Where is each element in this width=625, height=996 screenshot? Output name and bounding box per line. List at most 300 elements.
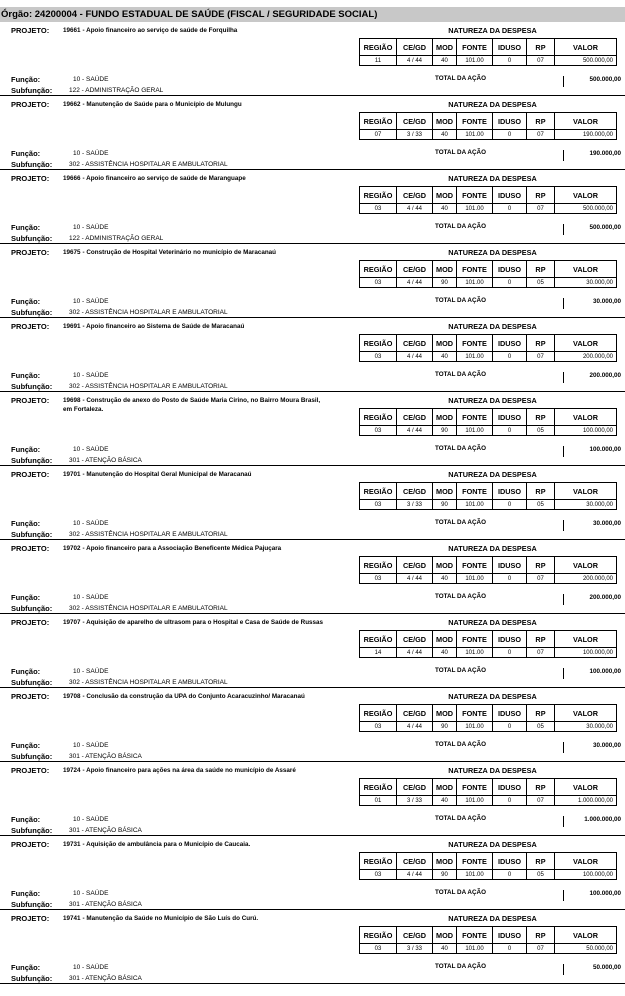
table-row — [360, 426, 617, 436]
cell: 90 — [433, 426, 457, 436]
column-header: CE/GD — [397, 631, 433, 648]
column-header: VALOR — [555, 927, 617, 944]
total-value: 100.000,00 — [563, 446, 625, 457]
project-code: 19698 — [63, 397, 81, 404]
cell: 4 / 44 — [397, 426, 433, 436]
funcao-value: 10 - SAÚDE — [73, 742, 109, 749]
column-header: RP — [527, 39, 555, 56]
column-header: VALOR — [555, 483, 617, 500]
funcao-label: Função: — [11, 445, 41, 454]
column-header: REGIÃO — [360, 113, 397, 130]
cell: 07 — [527, 796, 555, 806]
project-code: 19691 — [63, 323, 81, 330]
total-value: 100.000,00 — [563, 668, 625, 679]
projeto-label: PROJETO: — [11, 766, 50, 775]
subfuncao-value: 302 - ASSISTÊNCIA HOSPITALAR E AMBULATORIAL — [69, 309, 228, 316]
cell: 0 — [493, 130, 527, 140]
project-code: 19741 — [63, 915, 81, 922]
cell: 101.00 — [457, 204, 493, 214]
project-title: 19708 - Conclusão da construção da UPA do Conjunto Acaracuzinho/ Maracanaú — [63, 693, 305, 700]
cell: 3 / 33 — [397, 944, 433, 954]
column-header: MOD — [433, 631, 457, 648]
column-header: CE/GD — [397, 779, 433, 796]
cell: 101.00 — [457, 870, 493, 880]
projeto-label: PROJETO: — [11, 914, 50, 923]
funcao-value: 10 - SAÚDE — [73, 816, 109, 823]
cell: 101.00 — [457, 426, 493, 436]
cell: 4 / 44 — [397, 56, 433, 66]
total-row — [359, 961, 625, 973]
projeto-label: PROJETO: — [11, 100, 50, 109]
column-header: REGIÃO — [360, 853, 397, 870]
funcao-label: Função: — [11, 889, 41, 898]
cell: 100.000,00 — [555, 426, 617, 436]
cell: 101.00 — [457, 722, 493, 732]
total-label: TOTAL DA AÇÃO — [435, 889, 486, 896]
project-block — [0, 614, 625, 688]
project-description: Manutenção de Saúde para o Município de Mulungu — [86, 101, 242, 108]
header-row — [360, 113, 617, 130]
project-code: 19707 — [63, 619, 81, 626]
total-label: TOTAL DA AÇÃO — [435, 815, 486, 822]
column-header: FONTE — [457, 853, 493, 870]
project-block — [0, 22, 625, 96]
funcao-label: Função: — [11, 297, 41, 306]
natureza-heading: NATUREZA DA DESPESA — [448, 174, 537, 183]
column-header: REGIÃO — [360, 557, 397, 574]
column-header: REGIÃO — [360, 39, 397, 56]
funcao-label: Função: — [11, 519, 41, 528]
despesa-table — [359, 926, 617, 954]
total-value: 100.000,00 — [563, 890, 625, 901]
natureza-heading: NATUREZA DA DESPESA — [448, 766, 537, 775]
total-value: 30.000,00 — [563, 742, 625, 753]
header-row — [360, 779, 617, 796]
subfuncao-label: Subfunção: — [11, 826, 53, 835]
total-row — [359, 591, 625, 603]
cell: 101.00 — [457, 500, 493, 510]
project-code: 19731 — [63, 841, 81, 848]
natureza-heading: NATUREZA DA DESPESA — [448, 396, 537, 405]
cell: 4 / 44 — [397, 278, 433, 288]
project-code: 19701 — [63, 471, 81, 478]
cell: 500.000,00 — [555, 204, 617, 214]
natureza-heading: NATUREZA DA DESPESA — [448, 248, 537, 257]
project-block — [0, 540, 625, 614]
header-row — [360, 187, 617, 204]
table-row — [360, 722, 617, 732]
table-row — [360, 796, 617, 806]
cell: 05 — [527, 278, 555, 288]
total-label: TOTAL DA AÇÃO — [435, 297, 486, 304]
cell: 05 — [527, 722, 555, 732]
column-header: FONTE — [457, 261, 493, 278]
column-header: MOD — [433, 335, 457, 352]
total-value: 1.000.000,00 — [563, 816, 625, 827]
cell: 101.00 — [457, 648, 493, 658]
column-header: CE/GD — [397, 483, 433, 500]
total-label: TOTAL DA AÇÃO — [435, 963, 486, 970]
column-header: REGIÃO — [360, 187, 397, 204]
cell: 4 / 44 — [397, 722, 433, 732]
cell: 4 / 44 — [397, 870, 433, 880]
funcao-label: Função: — [11, 371, 41, 380]
projeto-label: PROJETO: — [11, 26, 50, 35]
column-header: RP — [527, 853, 555, 870]
column-header: FONTE — [457, 335, 493, 352]
table-row — [360, 648, 617, 658]
column-header: RP — [527, 187, 555, 204]
project-title: 19741 - Manutenção da Saúde no Município de São Luís do Curú. — [63, 915, 259, 922]
column-header: CE/GD — [397, 113, 433, 130]
cell: 3 / 33 — [397, 796, 433, 806]
project-description: Apoio financeiro ao serviço de saúde de Maranguape — [86, 175, 246, 182]
column-header: IDUSO — [493, 631, 527, 648]
column-header: FONTE — [457, 557, 493, 574]
funcao-value: 10 - SAÚDE — [73, 890, 109, 897]
subfuncao-value: 302 - ASSISTÊNCIA HOSPITALAR E AMBULATORIAL — [69, 383, 228, 390]
total-value: 30.000,00 — [563, 298, 625, 309]
column-header: MOD — [433, 927, 457, 944]
cell: 11 — [360, 56, 397, 66]
column-header: REGIÃO — [360, 705, 397, 722]
project-description: Apoio financeiro ao Sistema de Saúde de Maracanaú — [86, 323, 245, 330]
column-header: VALOR — [555, 39, 617, 56]
subfuncao-value: 301 - ATENÇÃO BÁSICA — [69, 975, 142, 982]
total-value: 200.000,00 — [563, 594, 625, 605]
cell: 0 — [493, 944, 527, 954]
project-description: Aquisição de aparelho de ultrasom para o Hospital e Casa de Saúde de Russas — [86, 619, 324, 626]
cell: 4 / 44 — [397, 574, 433, 584]
column-header: VALOR — [555, 409, 617, 426]
cell: 101.00 — [457, 796, 493, 806]
header-row — [360, 335, 617, 352]
cell: 03 — [360, 870, 397, 880]
despesa-table — [359, 778, 617, 806]
column-header: REGIÃO — [360, 631, 397, 648]
project-block — [0, 836, 625, 910]
project-code: 19666 — [63, 175, 81, 182]
column-header: CE/GD — [397, 927, 433, 944]
funcao-label: Função: — [11, 149, 41, 158]
orgao-header: Órgão: 24200004 - FUNDO ESTADUAL DE SAÚDE (FISCAL / SEGURIDADE SOCIAL) — [0, 7, 625, 22]
project-block — [0, 762, 625, 836]
project-description: Apoio financeiro para a Associação Beneficente Médica Pajuçara — [86, 545, 282, 552]
projeto-label: PROJETO: — [11, 840, 50, 849]
funcao-value: 10 - SAÚDE — [73, 372, 109, 379]
table-row — [360, 56, 617, 66]
column-header: FONTE — [457, 705, 493, 722]
funcao-value: 10 - SAÚDE — [73, 150, 109, 157]
subfuncao-value: 301 - ATENÇÃO BÁSICA — [69, 827, 142, 834]
column-header: VALOR — [555, 853, 617, 870]
column-header: MOD — [433, 779, 457, 796]
cell: 40 — [433, 944, 457, 954]
table-row — [360, 352, 617, 362]
natureza-heading: NATUREZA DA DESPESA — [448, 26, 537, 35]
subfuncao-label: Subfunção: — [11, 456, 53, 465]
total-row — [359, 813, 625, 825]
header-row — [360, 557, 617, 574]
cell: 101.00 — [457, 574, 493, 584]
projeto-label: PROJETO: — [11, 618, 50, 627]
funcao-label: Função: — [11, 741, 41, 750]
column-header: IDUSO — [493, 779, 527, 796]
cell: 0 — [493, 870, 527, 880]
total-label: TOTAL DA AÇÃO — [435, 667, 486, 674]
project-description: Construção de anexo do Posto de Saúde Maria Cirino, no Bairro Moura Brasil, em Fortaleza. — [63, 397, 321, 413]
total-row — [359, 73, 625, 85]
project-description: Apoio financeiro ao serviço de saúde de Forquilha — [86, 27, 238, 34]
cell: 101.00 — [457, 944, 493, 954]
total-label: TOTAL DA AÇÃO — [435, 519, 486, 526]
project-title: 19707 - Aquisição de aparelho de ultrasom para o Hospital e Casa de Saúde de Russas — [63, 619, 324, 626]
project-list — [0, 22, 625, 984]
column-header: MOD — [433, 113, 457, 130]
header-row — [360, 483, 617, 500]
cell: 40 — [433, 648, 457, 658]
cell: 01 — [360, 796, 397, 806]
header-row — [360, 261, 617, 278]
cell: 40 — [433, 574, 457, 584]
funcao-value: 10 - SAÚDE — [73, 76, 109, 83]
cell: 3 / 33 — [397, 130, 433, 140]
project-block — [0, 466, 625, 540]
column-header: VALOR — [555, 187, 617, 204]
cell: 40 — [433, 796, 457, 806]
column-header: IDUSO — [493, 483, 527, 500]
project-description: Manutenção do Hospital Geral Municipal de Maracanaú — [86, 471, 252, 478]
project-title: 19662 - Manutenção de Saúde para o Município de Mulungu — [63, 101, 242, 108]
project-block — [0, 244, 625, 318]
total-label: TOTAL DA AÇÃO — [435, 75, 486, 82]
total-label: TOTAL DA AÇÃO — [435, 741, 486, 748]
column-header: IDUSO — [493, 705, 527, 722]
column-header: CE/GD — [397, 261, 433, 278]
cell: 90 — [433, 500, 457, 510]
project-code: 19702 — [63, 545, 81, 552]
project-block — [0, 688, 625, 762]
column-header: IDUSO — [493, 335, 527, 352]
column-header: FONTE — [457, 631, 493, 648]
cell: 0 — [493, 426, 527, 436]
header-row — [360, 39, 617, 56]
column-header: MOD — [433, 187, 457, 204]
projeto-label: PROJETO: — [11, 470, 50, 479]
cell: 3 / 33 — [397, 500, 433, 510]
cell: 07 — [527, 574, 555, 584]
projeto-label: PROJETO: — [11, 248, 50, 257]
cell: 101.00 — [457, 278, 493, 288]
column-header: CE/GD — [397, 39, 433, 56]
table-row — [360, 130, 617, 140]
funcao-label: Função: — [11, 667, 41, 676]
subfuncao-value: 302 - ASSISTÊNCIA HOSPITALAR E AMBULATORIAL — [69, 605, 228, 612]
total-row — [359, 517, 625, 529]
despesa-table — [359, 334, 617, 362]
column-header: MOD — [433, 409, 457, 426]
cell: 40 — [433, 56, 457, 66]
subfuncao-label: Subfunção: — [11, 604, 53, 613]
natureza-heading: NATUREZA DA DESPESA — [448, 692, 537, 701]
project-block — [0, 318, 625, 392]
funcao-value: 10 - SAÚDE — [73, 668, 109, 675]
table-row — [360, 278, 617, 288]
despesa-table — [359, 186, 617, 214]
column-header: VALOR — [555, 779, 617, 796]
cell: 30.000,00 — [555, 722, 617, 732]
cell: 0 — [493, 352, 527, 362]
despesa-table — [359, 556, 617, 584]
project-description: Aquisição de ambulância para o Município de Caucaia. — [86, 841, 251, 848]
cell: 07 — [527, 944, 555, 954]
funcao-value: 10 - SAÚDE — [73, 520, 109, 527]
column-header: CE/GD — [397, 557, 433, 574]
column-header: MOD — [433, 557, 457, 574]
project-code: 19708 — [63, 693, 81, 700]
cell: 03 — [360, 574, 397, 584]
column-header: FONTE — [457, 409, 493, 426]
subfuncao-value: 301 - ATENÇÃO BÁSICA — [69, 753, 142, 760]
subfuncao-label: Subfunção: — [11, 234, 53, 243]
total-value: 30.000,00 — [563, 520, 625, 531]
cell: 90 — [433, 278, 457, 288]
total-row — [359, 221, 625, 233]
cell: 4 / 44 — [397, 204, 433, 214]
cell: 30.000,00 — [555, 278, 617, 288]
column-header: FONTE — [457, 927, 493, 944]
project-title: 19675 - Construção de Hospital Veterinário no município de Maracanaú — [63, 249, 277, 256]
projeto-label: PROJETO: — [11, 174, 50, 183]
column-header: REGIÃO — [360, 779, 397, 796]
column-header: RP — [527, 927, 555, 944]
column-header: MOD — [433, 705, 457, 722]
cell: 40 — [433, 204, 457, 214]
project-title: 19701 - Manutenção do Hospital Geral Municipal de Maracanaú — [63, 471, 252, 478]
column-header: CE/GD — [397, 409, 433, 426]
table-row — [360, 870, 617, 880]
project-title: 19724 - Apoio financeiro para ações na área da saúde no município de Assaré — [63, 767, 296, 774]
column-header: IDUSO — [493, 557, 527, 574]
column-header: RP — [527, 631, 555, 648]
column-header: IDUSO — [493, 113, 527, 130]
cell: 30.000,00 — [555, 500, 617, 510]
project-title: 19702 - Apoio financeiro para a Associação Beneficente Médica Pajuçara — [63, 545, 282, 552]
funcao-label: Função: — [11, 963, 41, 972]
cell: 05 — [527, 870, 555, 880]
column-header: VALOR — [555, 335, 617, 352]
column-header: MOD — [433, 853, 457, 870]
natureza-heading: NATUREZA DA DESPESA — [448, 322, 537, 331]
header-row — [360, 631, 617, 648]
funcao-label: Função: — [11, 223, 41, 232]
cell: 03 — [360, 500, 397, 510]
project-title: 19691 - Apoio financeiro ao Sistema de Saúde de Maracanaú — [63, 323, 245, 330]
projeto-label: PROJETO: — [11, 544, 50, 553]
column-header: REGIÃO — [360, 261, 397, 278]
natureza-heading: NATUREZA DA DESPESA — [448, 544, 537, 553]
subfuncao-label: Subfunção: — [11, 530, 53, 539]
column-header: FONTE — [457, 483, 493, 500]
project-block — [0, 170, 625, 244]
total-row — [359, 443, 625, 455]
total-row — [359, 369, 625, 381]
column-header: RP — [527, 705, 555, 722]
project-code: 19724 — [63, 767, 81, 774]
column-header: REGIÃO — [360, 409, 397, 426]
despesa-table — [359, 482, 617, 510]
projeto-label: PROJETO: — [11, 396, 50, 405]
project-description: Apoio financeiro para ações na área da saúde no município de Assaré — [86, 767, 296, 774]
header-row — [360, 927, 617, 944]
funcao-value: 10 - SAÚDE — [73, 224, 109, 231]
total-value: 500.000,00 — [563, 224, 625, 235]
cell: 500.000,00 — [555, 56, 617, 66]
despesa-table — [359, 112, 617, 140]
despesa-table — [359, 704, 617, 732]
cell: 03 — [360, 944, 397, 954]
cell: 200.000,00 — [555, 574, 617, 584]
column-header: FONTE — [457, 113, 493, 130]
total-row — [359, 887, 625, 899]
total-value: 500.000,00 — [563, 76, 625, 87]
cell: 03 — [360, 426, 397, 436]
column-header: RP — [527, 113, 555, 130]
column-header: IDUSO — [493, 39, 527, 56]
header-row — [360, 409, 617, 426]
subfuncao-label: Subfunção: — [11, 678, 53, 687]
column-header: RP — [527, 409, 555, 426]
column-header: REGIÃO — [360, 927, 397, 944]
column-header: VALOR — [555, 557, 617, 574]
subfuncao-label: Subfunção: — [11, 308, 53, 317]
cell: 0 — [493, 796, 527, 806]
project-code: 19675 — [63, 249, 81, 256]
project-description: Construção de Hospital Veterinário no município de Maracanaú — [86, 249, 277, 256]
funcao-label: Função: — [11, 815, 41, 824]
column-header: RP — [527, 335, 555, 352]
total-row — [359, 147, 625, 159]
cell: 0 — [493, 56, 527, 66]
header-row — [360, 705, 617, 722]
funcao-label: Função: — [11, 75, 41, 84]
despesa-table — [359, 38, 617, 66]
total-value: 200.000,00 — [563, 372, 625, 383]
project-title: 19731 - Aquisição de ambulância para o Município de Caucaia. — [63, 841, 251, 848]
cell: 40 — [433, 130, 457, 140]
cell: 200.000,00 — [555, 352, 617, 362]
funcao-value: 10 - SAÚDE — [73, 594, 109, 601]
cell: 0 — [493, 278, 527, 288]
projeto-label: PROJETO: — [11, 322, 50, 331]
cell: 0 — [493, 204, 527, 214]
despesa-table — [359, 852, 617, 880]
cell: 101.00 — [457, 130, 493, 140]
natureza-heading: NATUREZA DA DESPESA — [448, 100, 537, 109]
cell: 03 — [360, 278, 397, 288]
natureza-heading: NATUREZA DA DESPESA — [448, 914, 537, 923]
total-label: TOTAL DA AÇÃO — [435, 371, 486, 378]
cell: 100.000,00 — [555, 648, 617, 658]
total-label: TOTAL DA AÇÃO — [435, 149, 486, 156]
subfuncao-value: 302 - ASSISTÊNCIA HOSPITALAR E AMBULATORIAL — [69, 679, 228, 686]
column-header: MOD — [433, 261, 457, 278]
subfuncao-value: 122 - ADMINISTRAÇÃO GERAL — [69, 235, 164, 242]
cell: 100.000,00 — [555, 870, 617, 880]
cell: 07 — [527, 204, 555, 214]
column-header: IDUSO — [493, 409, 527, 426]
cell: 03 — [360, 722, 397, 732]
